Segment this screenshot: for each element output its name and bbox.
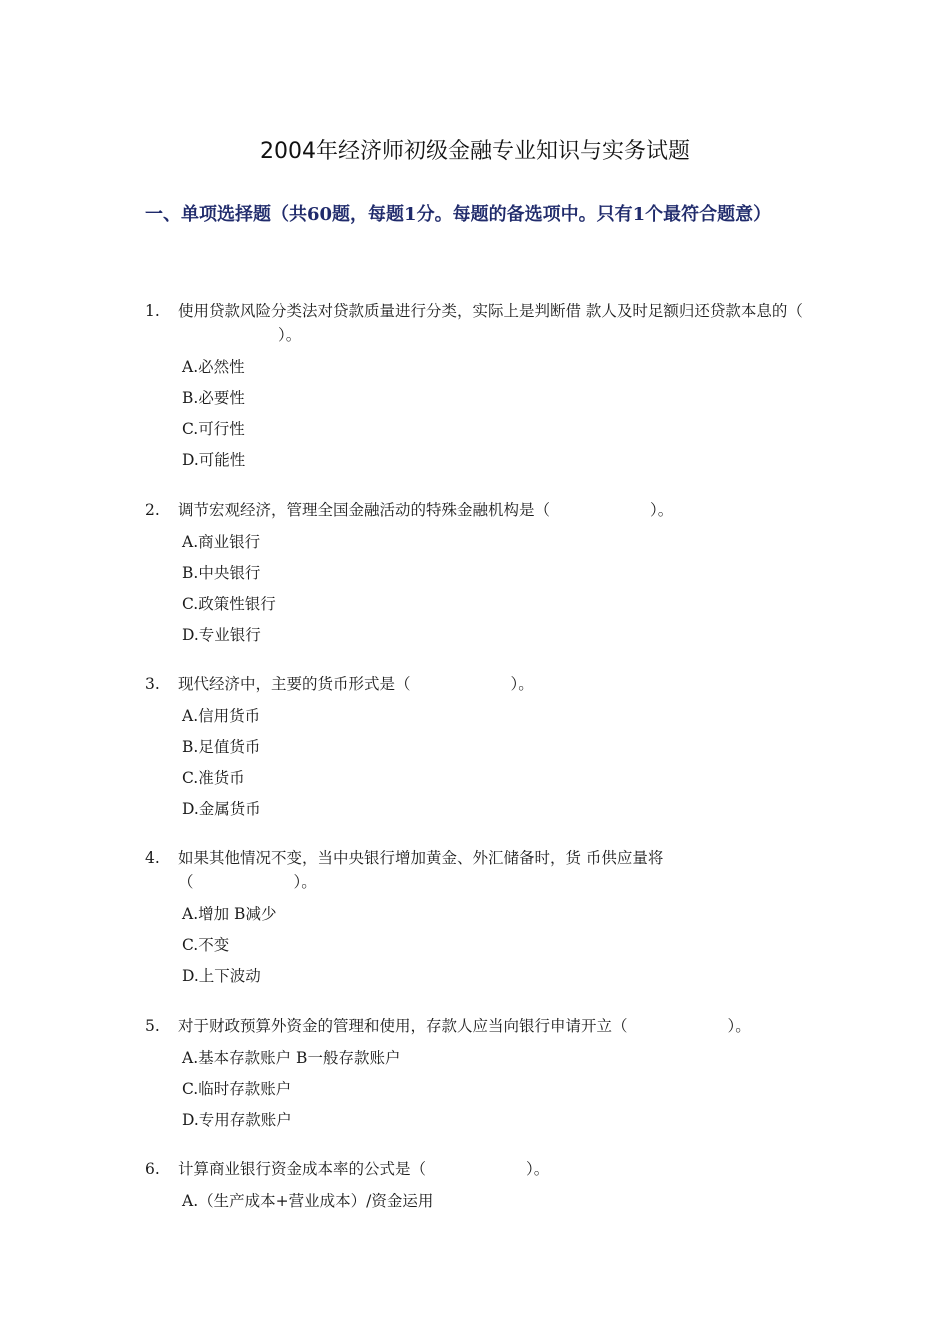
options-list (145, 1043, 815, 1136)
option-c: C.可行性 (182, 420, 245, 438)
option-a: A.商业银行 (182, 533, 261, 551)
option-a: A.必然性 (182, 358, 245, 376)
option-c: C.临时存款账户 (182, 1080, 292, 1098)
options-list (145, 352, 815, 476)
question-text: 如果其他情况不变，当中央银行增加黄金、外汇储备时，货 币供应量将 (178, 849, 664, 867)
option-b: B.中央银行 (182, 564, 261, 582)
question-3 (145, 672, 815, 825)
question-number: 5. (145, 1017, 160, 1035)
option-a: A.信用货币 (182, 707, 261, 725)
options-list (145, 701, 815, 825)
option-d: D.金属货币 (182, 800, 261, 818)
option-b: B.足值货币 (182, 738, 261, 756)
question-text: 现代经济中，主要的货币形式是（ ）。 (178, 675, 534, 693)
options-list (145, 527, 815, 651)
question-2 (145, 498, 815, 651)
option-a-b: A.基本存款账户 B一般存款账户 (182, 1049, 401, 1067)
option-c: C.政策性银行 (182, 595, 276, 613)
question-text: 使用贷款风险分类法对贷款质量进行分类，实际上是判断借 款人及时足额归还贷款本息的（）。 (178, 302, 803, 344)
question-text: 对于财政预算外资金的管理和使用，存款人应当向银行申请开立（ ）。 (178, 1017, 751, 1035)
question-5 (145, 1014, 815, 1136)
option-a: A.（生产成本+营业成本）/资金运用 (182, 1192, 434, 1210)
question-number: 3. (145, 675, 160, 693)
option-d: D.专业银行 (182, 626, 261, 644)
question-4: 4. 如果其他情况不变，当中央银行增加黄金、外汇储备时，货 币供应量将 （ ）。 A.增加 B减少 C.不变 D.上下波动 (145, 846, 815, 992)
question-number: 6. (145, 1160, 160, 1178)
options-list (145, 899, 815, 992)
question-text: 计算商业银行资金成本率的公式是（ ）。 (178, 1160, 550, 1178)
question-number: 4. (145, 849, 160, 867)
question-6 (145, 1157, 815, 1217)
section-heading: 一、单项选择题（共60题，每题1分。每题的备选项中。只有1个最符合题意） (145, 204, 772, 225)
option-b: B.必要性 (182, 389, 245, 407)
question-1 (145, 299, 815, 476)
document-title: 2004年经济师初级金融专业知识与实务试题 (260, 139, 690, 164)
question-number: 1. (145, 302, 160, 320)
option-d: D.上下波动 (182, 967, 261, 985)
option-d: D.可能性 (182, 451, 246, 469)
option-c: C.准货币 (182, 769, 245, 787)
question-number: 2. (145, 501, 160, 519)
option-c: C.不变 (182, 936, 230, 954)
option-a-b: A.增加 B减少 (182, 905, 277, 923)
question-text: 调节宏观经济，管理全国金融活动的特殊金融机构是（ ）。 (178, 501, 674, 519)
option-d: D.专用存款账户 (182, 1111, 292, 1129)
options-list (145, 1186, 815, 1217)
